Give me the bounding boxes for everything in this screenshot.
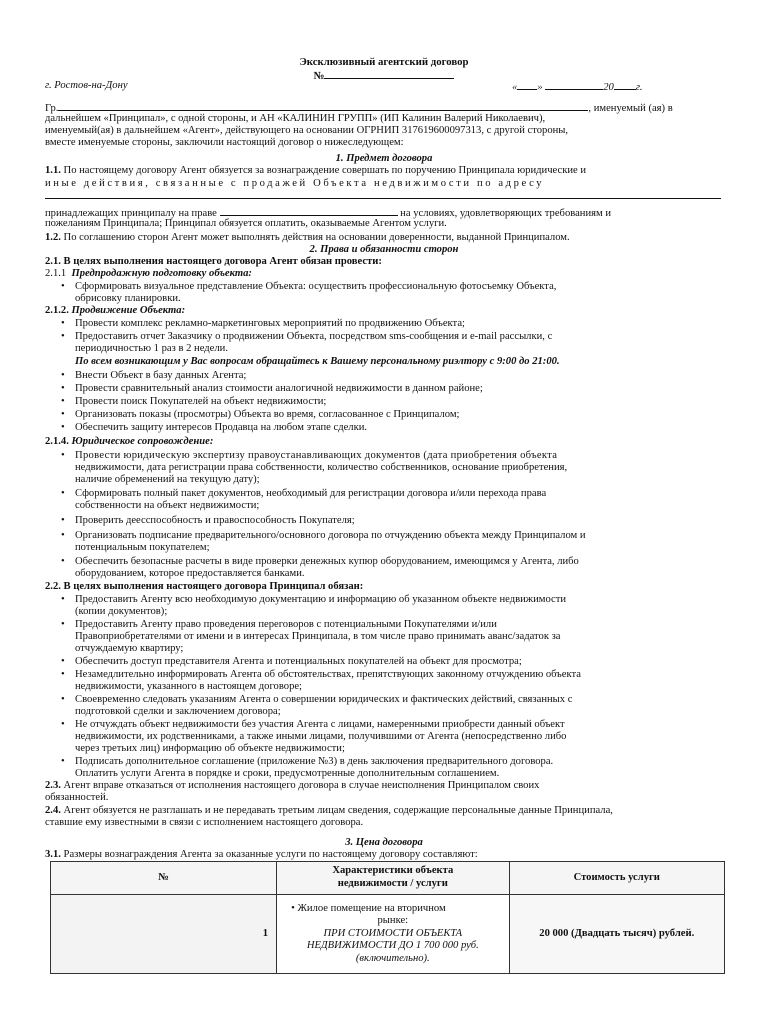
list-item: • Организовать показы (просмотры) Объекта во время, согласованное с Принципалом;	[61, 409, 460, 420]
list-item: • Подписать дополнительное соглашение (приложение №3) в день заключения предварительного договора.	[61, 756, 554, 767]
list-item: собственности на объект недвижимости;	[75, 500, 260, 511]
clause-2-1-4: 2.1.4. Юридическое сопровождение:	[45, 436, 214, 447]
list-item: Оплатить услуги Агента в порядке и сроки, предусмотренные дополнительным соглашением.	[75, 768, 500, 779]
list-item: • Внести Объект в базу данных Агента;	[61, 370, 247, 381]
list-item: • Провести комплекс рекламно-маркетинговых мероприятий по продвижению Объекта;	[61, 318, 465, 329]
list-item: • Провести сравнительный анализ стоимости аналогичной недвижимости в данном районе;	[61, 383, 483, 394]
realtor-notice: По всем возникающим у Вас вопросам обращайтесь к Вашему персональному риэлтору с 9:00 до 21:00.	[75, 356, 560, 367]
address-blank-line	[45, 190, 723, 204]
row-price: 20 000 (Двадцать тысяч) рублей.	[509, 895, 724, 974]
list-item: потенциальным покупателем;	[75, 542, 210, 553]
section-2-heading: 2. Права и обязанности сторон	[309, 244, 459, 255]
number-blank[interactable]	[324, 68, 454, 79]
document-title: Эксклюзивный агентский договор	[299, 56, 469, 68]
section-1-heading: 1. Предмет договора	[335, 153, 433, 164]
address-blank[interactable]	[45, 190, 721, 199]
col-object-header: Характеристики объекта недвижимости / услуги	[277, 862, 509, 895]
day-blank[interactable]	[517, 80, 537, 90]
clause-1-1-line-4: принадлежащих принципалу на праве на условиях, удовлетворяющих требованиям и	[45, 208, 612, 219]
clause-2-2: 2.2. В целях выполнения настоящего договора Принципал обязан:	[45, 581, 364, 592]
intro-line-4: вместе именуемые стороны, заключили настоящий договор о нижеследующем:	[45, 137, 404, 148]
document-number: №	[45, 68, 723, 83]
right-type-blank[interactable]	[220, 206, 398, 216]
section-3-heading: 3. Цена договора	[345, 837, 423, 848]
price-table	[50, 861, 725, 974]
list-item: Правоприобретателями от имени и в интересах Принципала, в том числе право принимать аванс/задаток за	[75, 631, 561, 642]
clause-2-4-line-2: ставшие ему известными в связи с исполнением настоящего договора.	[45, 817, 364, 828]
list-item: • Обеспечить доступ представителя Агента и потенциальных покупателей на объект для просмотра;	[61, 656, 522, 667]
city: г. Ростов-на-Дону	[45, 80, 128, 91]
clause-2-1-1: 2.1.1 Предпродажную подготовку объекта:	[45, 268, 252, 279]
list-item: • Сформировать полный пакет документов, необходимый для регистрации договора и/или перехода права	[61, 488, 547, 499]
clause-3-1: 3.1. Размеры вознаграждения Агента за оказанные услуги по настоящему договору составляют:	[45, 849, 478, 860]
intro-line-3: именуемый(ая) в дальнейшем «Агент», действующего на основании ОГРНИП 317619600097313, с другой стороны,	[45, 125, 569, 136]
row-object: • Жилое помещение на вторичном рынке: ПРИ СТОИМОСТИ ОБЪЕКТА НЕДВИЖИМОСТИ ДО 1 700 000 руб. (включительно).	[277, 895, 509, 974]
table-row	[51, 895, 725, 974]
list-item: отчуждаемую квартиру;	[75, 643, 184, 654]
col-number-header: №	[51, 862, 277, 895]
col-price-header: Стоимость услуги	[509, 862, 724, 895]
list-item: (копии документов);	[75, 606, 168, 617]
list-item: • Незамедлительно информировать Агента об обстоятельствах, препятствующих законному отчуждению объекта	[61, 669, 581, 680]
list-item: наличие обременений на текущую дату);	[75, 474, 260, 485]
row-number: 1	[51, 895, 277, 974]
list-item: оборудованием, которое предоставляется банками.	[75, 568, 305, 579]
clause-2-1: 2.1. В целях выполнения настоящего договора Агент обязан провести:	[45, 256, 382, 267]
list-item: • Обеспечить безопасные расчеты в виде проверки денежных купюр оборудованием, имеющимся у Агента, либо	[61, 556, 579, 567]
clause-1-1: 1.1. По настоящему договору Агент обязуется за вознаграждение совершать по поручению Принципала юридические и	[45, 165, 587, 176]
list-item: • Организовать подписание предварительного/основного договора по отчуждению объекта между Принципалом и	[61, 530, 586, 541]
list-item: • Провести юридическую экспертизу правоустанавливающих документов (дата приобретения объекта	[61, 450, 558, 461]
list-item: • Обеспечить защиту интересов Продавца на любом этапе сделки.	[61, 422, 368, 433]
list-item: через третьих лиц) информацию об объекте недвижимости;	[75, 743, 345, 754]
clause-2-3-line-2: обязанностей.	[45, 792, 109, 803]
list-item: • Предоставить отчет Заказчику о продвижении Объекта, посредством sms-сообщения и e-mail рассылки, с	[61, 331, 553, 342]
intro-line-1: Гр. , именуемый (ая) в	[45, 103, 673, 114]
date: « » 20 г.	[512, 82, 643, 93]
principal-name-blank[interactable]	[58, 101, 588, 111]
clause-2-1-2: 2.1.2. Продвижение Объекта:	[45, 305, 186, 316]
list-item: • Предоставить Агенту всю необходимую документацию и информацию об указанном объекте недвижимости	[61, 594, 567, 605]
clause-2-4: 2.4. Агент обязуется не разглашать и не передавать третьим лицам сведения, содержащие персональные данные Принципала,	[45, 805, 613, 816]
year-blank[interactable]	[614, 80, 636, 90]
list-item: • Сформировать визуальное представление Объекта: осуществить профессиональную фотосъемку Объекта,	[61, 281, 557, 292]
list-item: • Предоставить Агенту право проведения переговоров с потенциальными Покупателями и/или	[61, 619, 497, 630]
list-item: недвижимости, дата регистрации права собственности, количество собственников, основание приобретения,	[75, 462, 568, 473]
list-item: обрисовку планировки.	[75, 293, 181, 304]
list-item: недвижимости, указанного в настоящем договоре;	[75, 681, 303, 692]
clause-1-1-line-2: иные действия, связанные с продажей Объекта недвижимости по адресу	[45, 178, 545, 189]
list-item: • Не отчуждать объект недвижимости без участия Агента с лицами, намеренными приобрести данный объект	[61, 719, 565, 730]
table-header-row	[51, 862, 725, 895]
list-item: • Своевременно следовать указаниям Агента о совершении юридических и фактических действий, связанных с	[61, 694, 573, 705]
clause-1-1-line-5: пожеланиям Принципала; Принципал обязуется оплатить, оказываемые Агентом услуги.	[45, 218, 447, 229]
intro-line-2: дальнейшем «Принципал», с одной стороны, и АН «КАЛИНИН ГРУПП» (ИП Калинин Валерий Николаевич),	[45, 113, 546, 124]
clause-2-3: 2.3. Агент вправе отказаться от исполнения настоящего договора в случае неисполнения Принципалом своих	[45, 780, 540, 791]
list-item: периодичностью 1 раз в 2 недели.	[75, 343, 228, 354]
list-item: подготовкой сделки и заключением договора;	[75, 706, 281, 717]
month-blank[interactable]	[545, 80, 603, 90]
list-item: • Проверить деесспособность и правоспособность Покупателя;	[61, 515, 355, 526]
list-item: недвижимости, их родственниками, а также иными лицами, получившими от Агента (непосредственно либо	[75, 731, 567, 742]
clause-1-2: 1.2. По соглашению сторон Агент может выполнять действия на основании доверенности, выданной Принципалом.	[45, 232, 570, 243]
list-item: • Провести поиск Покупателей на объект недвижимости;	[61, 396, 327, 407]
city-date-line	[45, 80, 723, 93]
